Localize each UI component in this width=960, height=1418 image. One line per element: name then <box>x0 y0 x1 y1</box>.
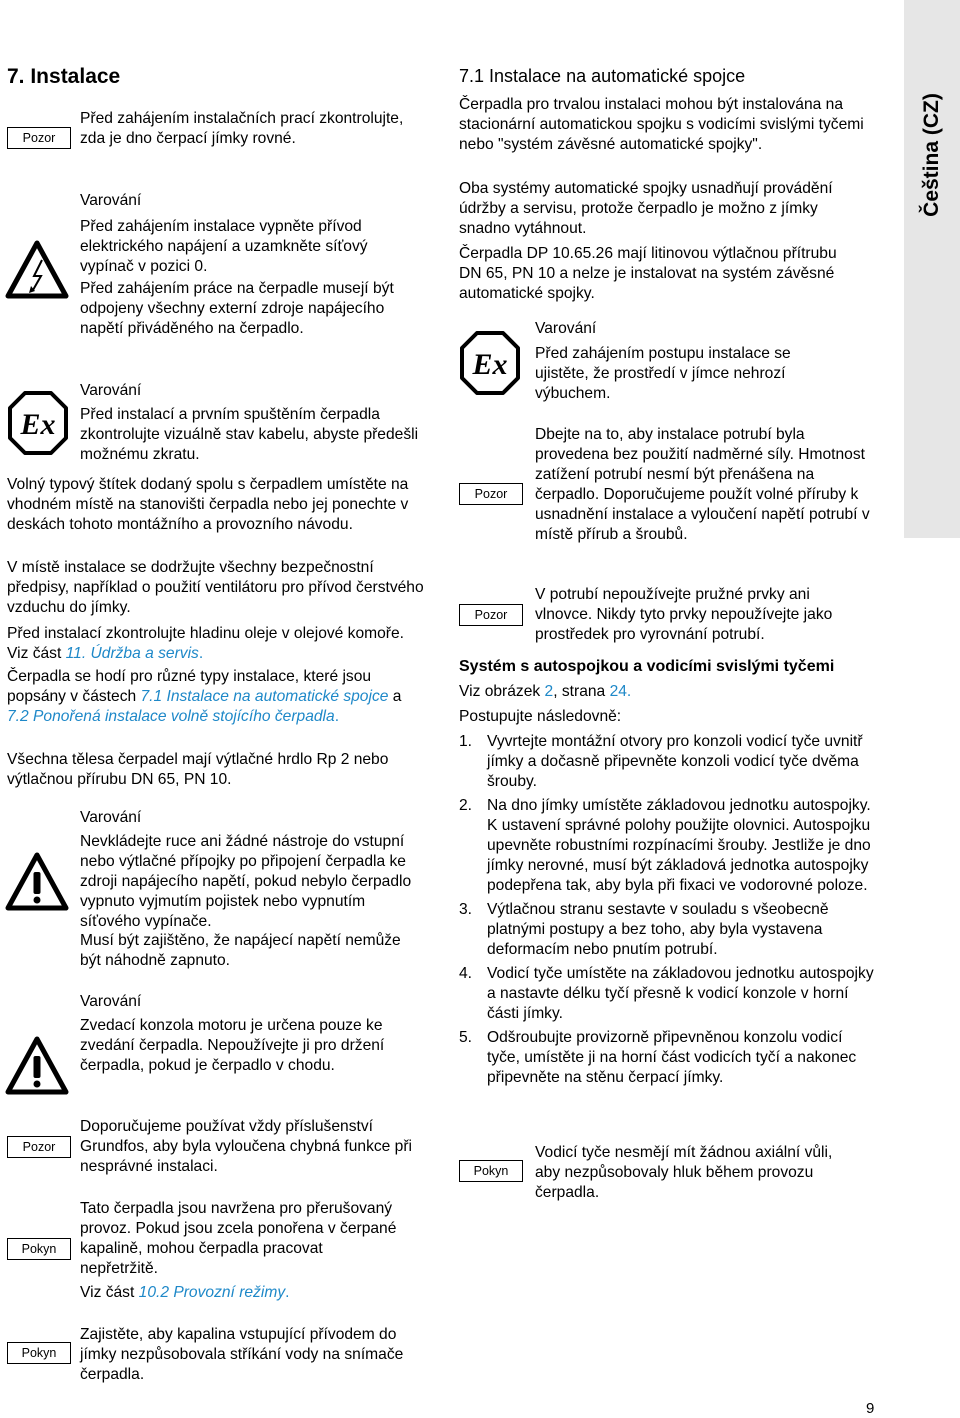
cross-reference-link[interactable]: 7.2 Ponořená instalace volně stojícího čerpadla <box>7 708 335 725</box>
body-paragraph: Oba systémy automatické spojky usnadňují provádění údržby a servisu, protože čerpadlo je možno z jímky snadno vytáhnout. <box>459 180 833 237</box>
warning-heading: Varování <box>80 382 142 399</box>
caution-text: Doporučujeme používat vždy příslušenství Grundfos, aby byla vyloučena chybná funkce při nesprávné instalaci. <box>80 1118 412 1175</box>
note-tag: Pokyn <box>7 1238 71 1260</box>
language-tab-label: Čeština (CZ) <box>920 93 943 217</box>
explosion-proof-ex-icon <box>7 390 69 456</box>
caution-tag: Pozor <box>459 483 523 505</box>
cross-reference-link[interactable]: 7.1 Instalace na automatické spojce <box>140 688 389 705</box>
caution-tag: Pozor <box>7 127 71 149</box>
page-link[interactable]: 24 <box>609 683 627 700</box>
note-tag: Pokyn <box>7 1342 71 1364</box>
note-reference: Viz část 10.2 Provozní režimy. <box>80 1284 290 1301</box>
figure-reference: Viz obrázek 2, strana 24. <box>459 683 632 700</box>
figure-link[interactable]: 2 <box>544 683 554 700</box>
page-number: 9 <box>866 1400 875 1417</box>
section-title: 7. Instalace <box>7 65 121 88</box>
caution-text: Před zahájením instalačních prací zkontrolujte, zda je dno čerpací jímky rovné. <box>80 110 404 147</box>
warning-text: Před zahájením instalace vypněte přívod elektrického napájení a uzamkněte síťový vypínač v pozici 0. <box>80 218 368 275</box>
body-paragraph: Všechna tělesa čerpadel mají výtlačné hrdlo Rp 2 nebo výtlačnou přírubu DN 65, PN 10. <box>7 751 389 788</box>
body-paragraph: Volný typový štítek dodaný spolu s čerpadlem umístěte na vhodném místě na stanovišti čerpadla nebo jej ponechte v deskách tohoto montážního a provozního návodu. <box>7 476 409 533</box>
body-paragraph: Čerpadla se hodí pro různé typy instalace, které jsou popsány v částech 7.1 Instalace na automatické spojce a 7.2 Ponořená instalace volně stojícího čerpadla. <box>7 668 402 725</box>
procedure-intro: Postupujte následovně: <box>459 708 622 725</box>
step-item: 5. Odšroubujte provizorně připevněnou konzolu vodicí tyče, umístěte ji na horní část vodicích tyčí a nakonec připevněte na stěnu čerpací jímky. <box>459 1029 857 1086</box>
note-tag: Pokyn <box>459 1160 523 1182</box>
warning-triangle-icon <box>4 850 70 914</box>
warning-text: Musí být zajištěno, že napájecí napětí nemůže být náhodně zapnuto. <box>80 932 401 969</box>
step-item: 2. Na dno jímky umístěte základovou jednotku autospojky. K ustavení správné polohy použijte olovnici. Autospojku upevněte robustními rozpínacími šrouby. Jestliže je dno jímky nerovné, musí být základová jednotka autospojky podepřena tak, aby byla při fixaci ve vodorovné poloze. <box>459 797 871 894</box>
warning-text: Zvedací konzola motoru je určena pouze ke zvedání čerpadla. Nepoužívejte ji pro držení čerpadla, pokud je čerpadlo v chodu. <box>80 1017 385 1074</box>
cross-reference-link[interactable]: 10.2 Provozní režimy <box>138 1284 286 1301</box>
body-paragraph: Před instalací zkontrolujte hladinu oleje v olejové komoře. Viz část 11. Údržba a servis. <box>7 625 404 662</box>
warning-text: Před zahájením práce na čerpadle musejí být odpojeny všechny externí zdroje napájecího napětí přiváděného na čerpadlo. <box>80 280 394 337</box>
note-text: Vodicí tyče nesmějí mít žádnou axiální vůli, aby nezpůsobovaly hluk během provozu čerpadla. <box>535 1144 833 1201</box>
svg-text:Ex: Ex <box>20 408 56 441</box>
procedure-steps <box>459 732 879 1088</box>
warning-text: Před zahájením postupu instalace se ujistěte, že prostředí v jímce nehrozí výbuchem. <box>535 345 791 402</box>
body-paragraph: Čerpadla DP 10.65.26 mají litinovou výtlačnou přítrubu DN 65, PN 10 a nelze je instalovat na systém závěsné automatické spojky. <box>459 245 837 302</box>
warning-triangle-icon <box>4 1034 70 1098</box>
warning-heading: Varování <box>535 320 597 337</box>
subsection-title: 7.1 Instalace na automatické spojce <box>459 66 746 86</box>
caution-text: V potrubí nepoužívejte pružné prvky ani vlnovce. Nikdy tyto prvky nepoužívejte jako prostředek pro vyrovnání potrubí. <box>535 586 833 643</box>
caution-tag: Pozor <box>459 604 523 626</box>
subheading: Systém s autospojkou a vodicími svislými tyčemi <box>459 658 835 675</box>
step-item: 3. Výtlačnou stranu sestavte v souladu s všeobecně platnými postupy a bez toho, aby byla vystavena deformacím nebo pnutím potrubí. <box>459 901 829 958</box>
step-item: 4. Vodicí tyče umístěte na základovou jednotku autospojky a nastavte délku tyčí přesně k vodicí konzole v horní části jímky. <box>459 965 874 1022</box>
body-paragraph: Čerpadla pro trvalou instalaci mohou být instalována na stacionární automatickou spojku s vodicími svislými tyčemi nebo "systém závěsné automatické spojky". <box>459 96 864 153</box>
caution-tag: Pozor <box>7 1136 71 1158</box>
warning-heading: Varování <box>80 192 142 209</box>
svg-text:Ex: Ex <box>472 348 508 381</box>
warning-text: Nevkládejte ruce ani žádné nástroje do vstupní nebo výtlačné přípojky po připojení čerpadla ke zdroji napájecího napětí, pokud nebylo čerpadlo vypnuto vyjmutím pojistek nebo vypnutím síťového vypínače. <box>80 833 412 930</box>
note-text: Zajistěte, aby kapalina vstupující přívodem do jímky nezpůsobovala stříkání vody na snímače čerpadla. <box>80 1326 404 1383</box>
electric-hazard-icon <box>4 238 70 302</box>
warning-heading: Varování <box>80 809 142 826</box>
caution-text: Dbejte na to, aby instalace potrubí byla provedena bez použití nadměrné síly. Hmotnost zatížení potrubí nesmí být přenášena na čerpadlo. Doporučujeme použít volné příruby k usnadnění instalace a vyloučení napětí potrubí v místě přírub a šroubů. <box>535 426 870 543</box>
explosion-proof-ex-icon <box>459 330 521 396</box>
cross-reference-link[interactable]: 11. Údržba a servis <box>65 645 199 662</box>
note-text: Tato čerpadla jsou navržena pro přerušovaný provoz. Pokud jsou zcela ponořena v čerpané kapalině, mohou čerpadla pracovat nepřetržitě. <box>80 1200 397 1277</box>
language-tab <box>904 0 960 538</box>
body-paragraph: V místě instalace se dodržujte všechny bezpečnostní předpisy, například o použití ventilátoru pro přívod čerstvého vzduchu do jímky. <box>7 559 424 616</box>
step-item: 1. Vyvrtejte montážní otvory pro konzoli vodicí tyče uvnitř jímky a dočasně připevněte konzoli vodicí tyče dvěma šrouby. <box>459 733 863 790</box>
warning-heading: Varování <box>80 993 142 1010</box>
warning-text: Před instalací a prvním spuštěním čerpadla zkontrolujte vizuálně stav kabelu, abyste předešli možnému zkratu. <box>80 406 419 463</box>
